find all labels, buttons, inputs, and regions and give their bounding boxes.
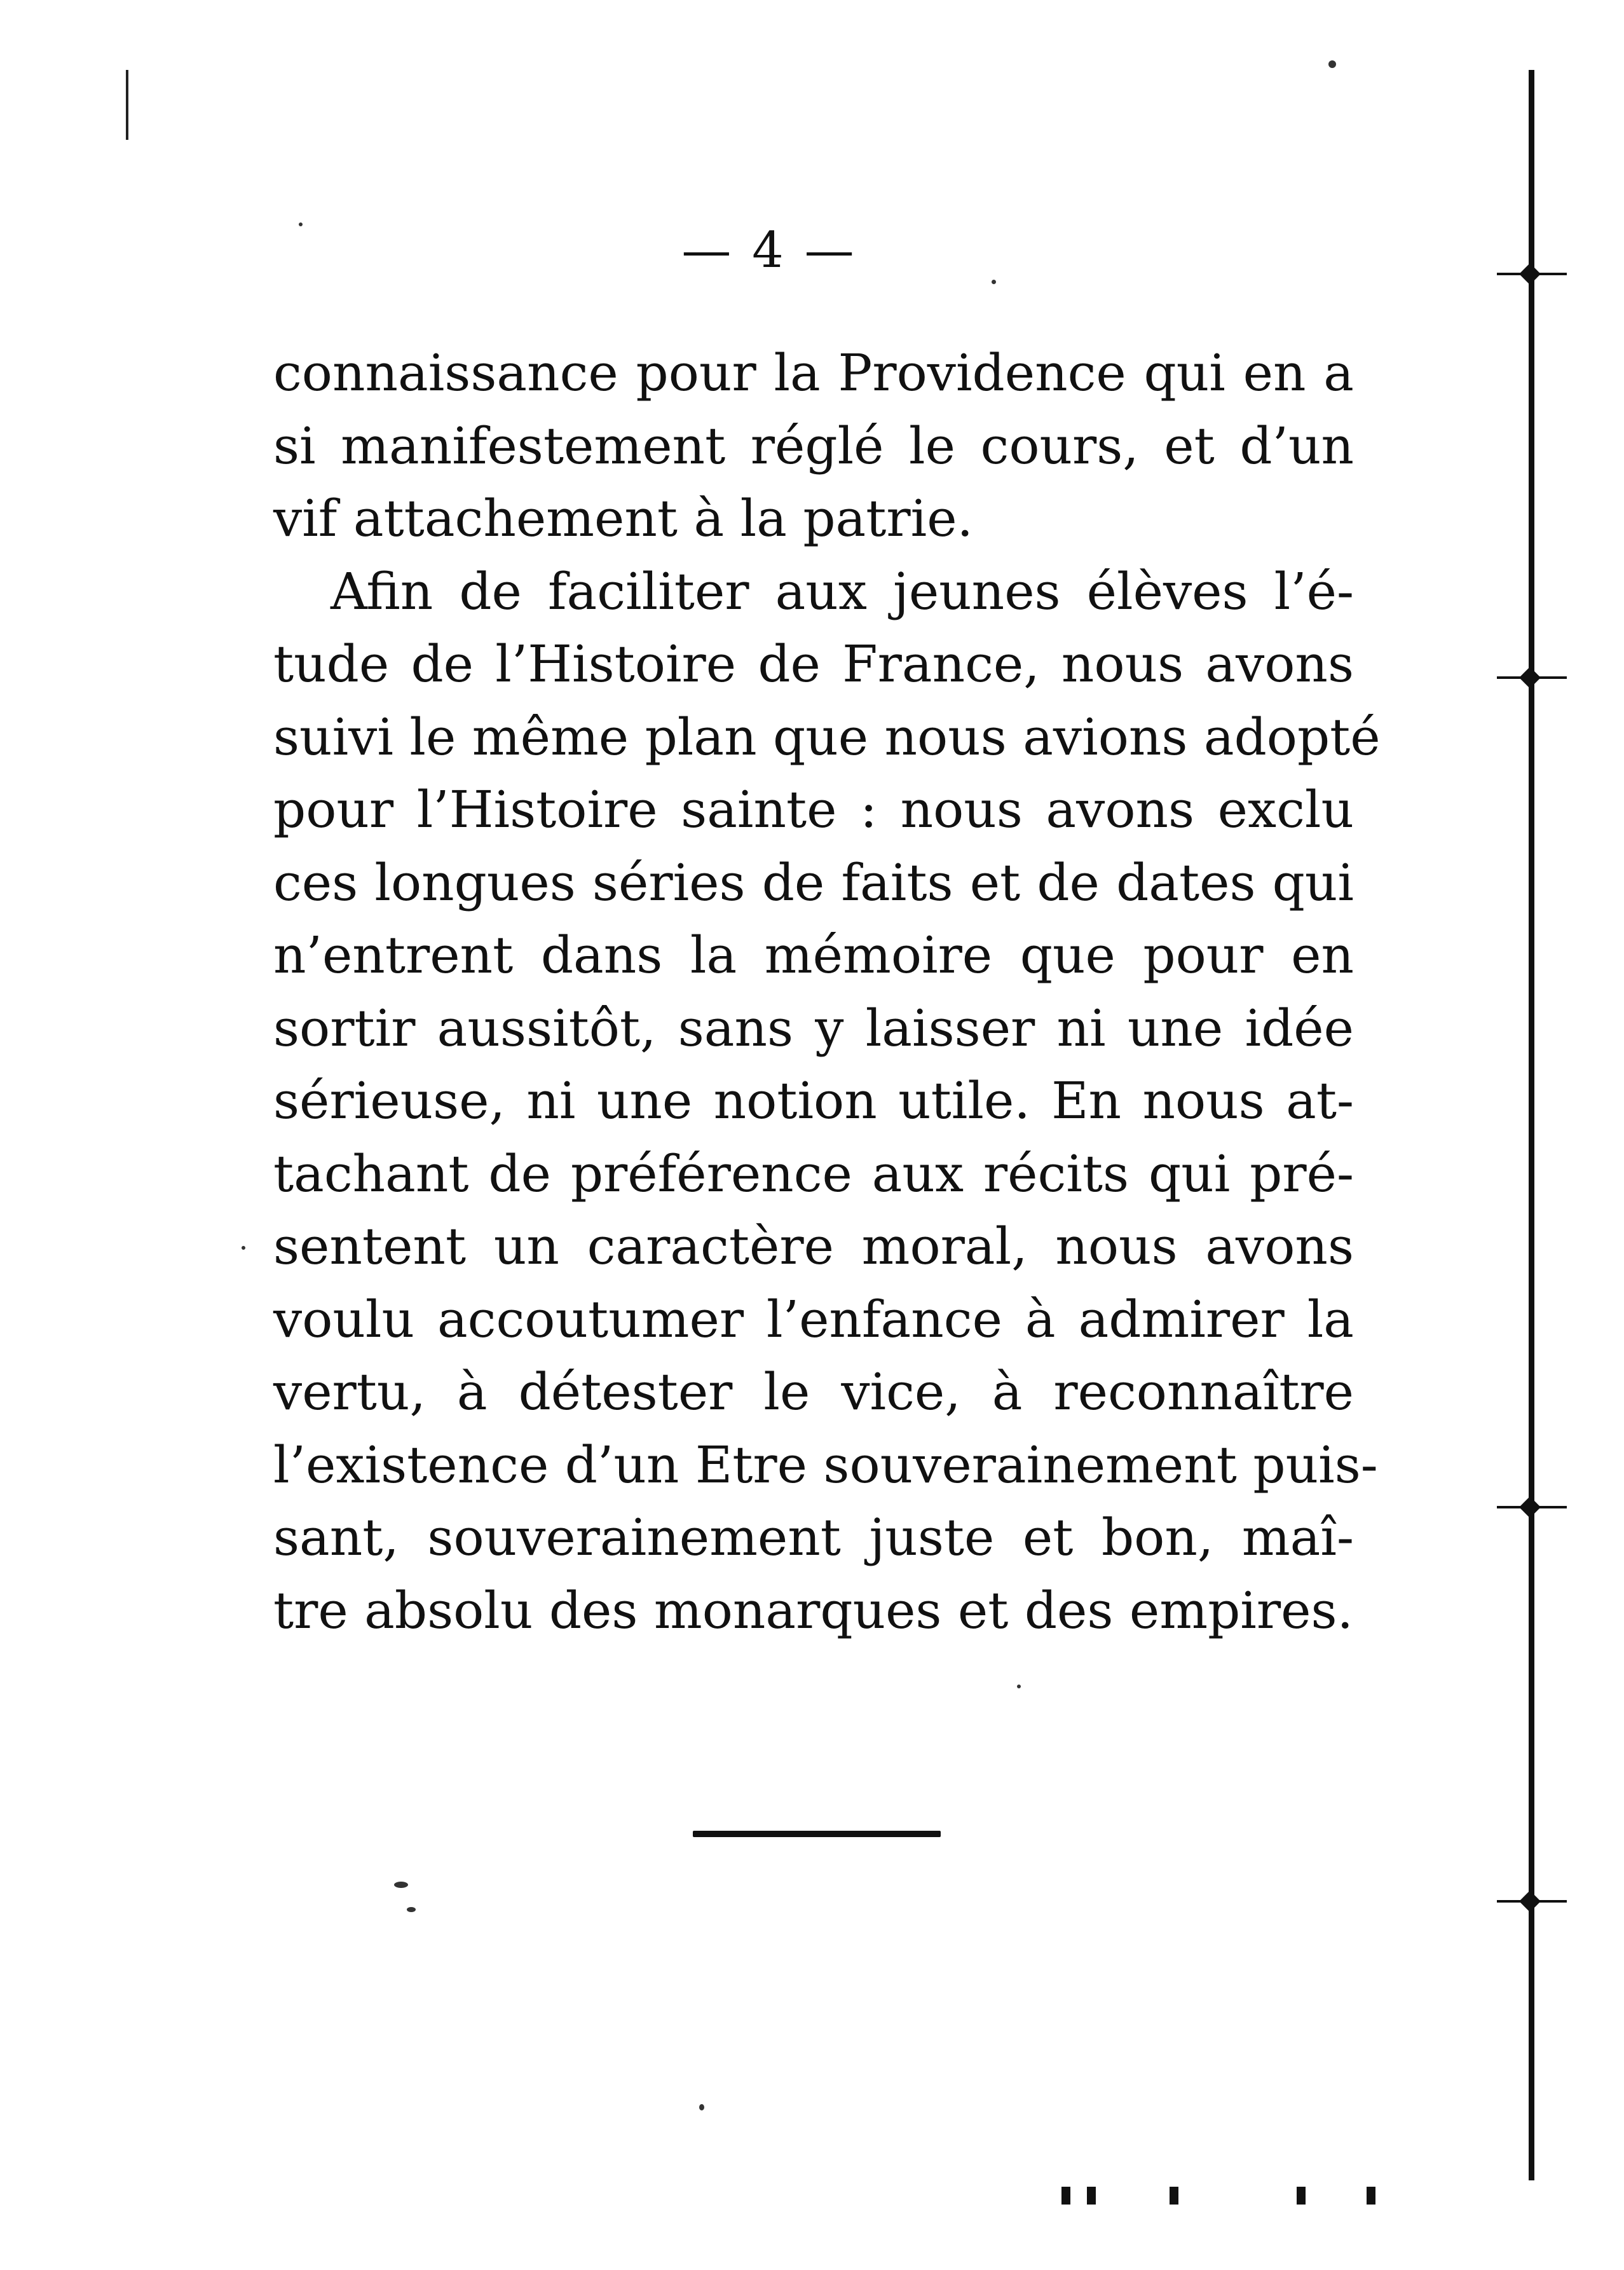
binding-stitch xyxy=(1497,270,1567,278)
text-line: si manifestement réglé le cours, et d’un xyxy=(273,416,1354,475)
text-line: tachant de préférence aux récits qui pré- xyxy=(273,1144,1354,1203)
text-line: voulu accoutumer l’enfance à admirer la xyxy=(273,1289,1354,1349)
text-line: tude de l’Histoire de France, nous avons xyxy=(273,634,1354,694)
text-line: tre absolu des monarques et des empires. xyxy=(273,1580,1353,1640)
binding-stitch xyxy=(1497,674,1567,681)
text-line: vertu, à détester le vice, à reconnaître xyxy=(273,1362,1354,1421)
binding-stitch xyxy=(1497,1897,1567,1905)
text-line: l’existence d’un Etre souverainement puis- xyxy=(273,1435,1378,1494)
text-line: ces longues séries de faits et de dates qui xyxy=(273,852,1354,912)
binding-thread xyxy=(1529,70,1534,2180)
text-line: sant, souverainement juste et bon, maî- xyxy=(273,1508,1354,1567)
scan-speck xyxy=(1328,60,1336,68)
scan-edge-mark xyxy=(1170,2187,1178,2205)
scan-speck xyxy=(699,2104,704,2110)
text-line: Afin de faciliter aux jeunes élèves l’é- xyxy=(331,561,1354,621)
section-rule xyxy=(693,1831,941,1837)
page-number: — 4 — xyxy=(681,222,857,279)
scan-speck xyxy=(394,1882,408,1888)
scan-speck xyxy=(1017,1685,1021,1688)
text-line: suivi le même plan que nous avions adopté xyxy=(273,707,1381,767)
scan-speck xyxy=(242,1246,245,1250)
text-line: sérieuse, ni une notion utile. En nous at- xyxy=(273,1071,1354,1130)
scan-speck xyxy=(299,222,303,226)
scan-edge-mark xyxy=(1297,2187,1306,2205)
scan-edge-mark xyxy=(1367,2187,1375,2205)
scan-speck xyxy=(992,280,996,284)
text-line: n’entrent dans la mémoire que pour en xyxy=(273,926,1354,985)
body-text xyxy=(273,337,1381,1647)
text-line: sortir aussitôt, sans y laisser ni une idée xyxy=(273,998,1354,1058)
text-line: connaissance pour la Providence qui en a xyxy=(273,343,1354,402)
scan-edge-mark xyxy=(1061,2187,1070,2205)
scan-edge-mark xyxy=(1087,2187,1096,2205)
scan-speck xyxy=(407,1907,416,1912)
binding-stitch xyxy=(1497,1503,1567,1511)
text-line: sentent un caractère moral, nous avons xyxy=(273,1217,1354,1276)
text-line: vif attachement à la patrie. xyxy=(273,489,973,548)
text-line: pour l’Histoire sainte : nous avons exclu xyxy=(273,780,1354,839)
scan-edge-mark xyxy=(126,70,128,140)
